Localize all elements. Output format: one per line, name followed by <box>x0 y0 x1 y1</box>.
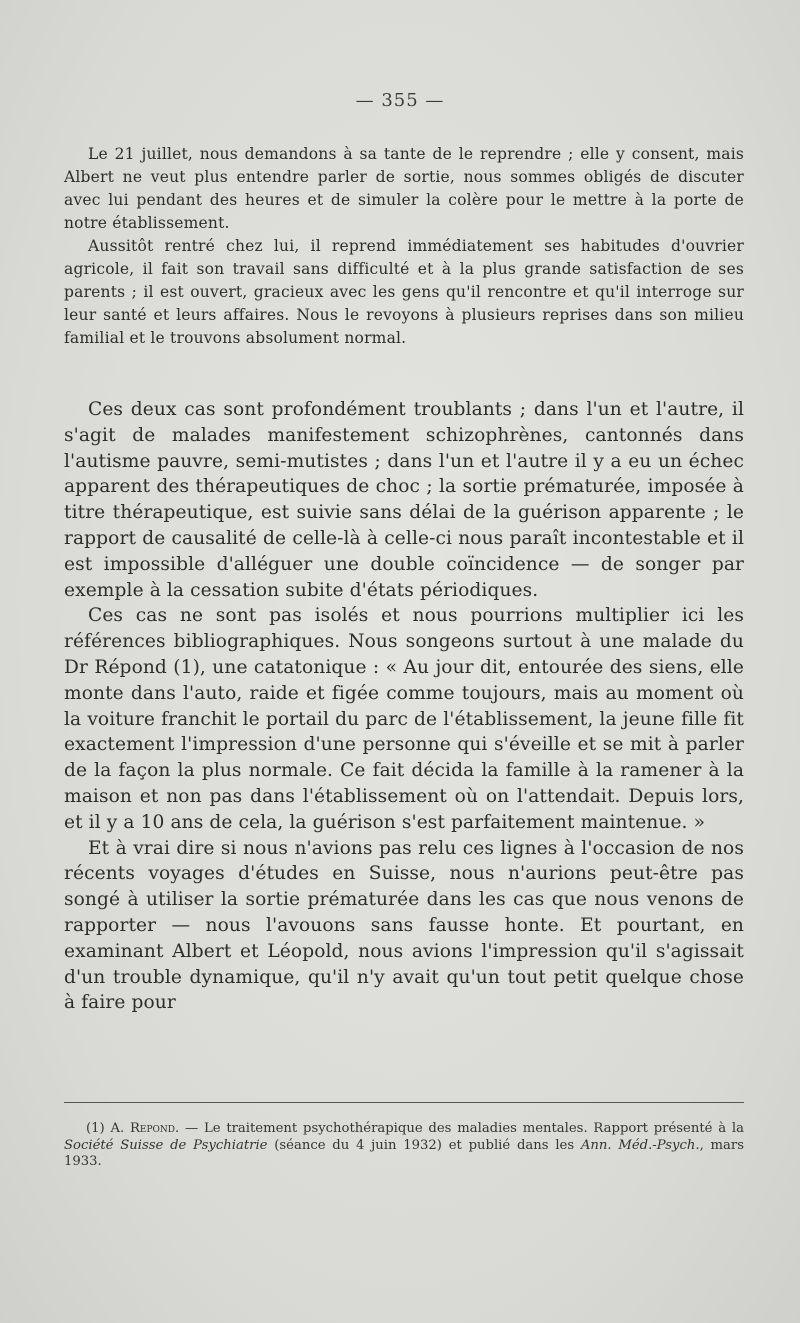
footnote <box>64 1121 744 1171</box>
footnote-marker: (1) A. <box>86 1121 125 1136</box>
paragraph: Ces deux cas sont profondément troublants ; dans l'un et l'autre, il s'agit de malades manifestement schizophrènes, cantonnés dans l'autisme pauvre, semi-mutistes ; dans l'un et l'autre il y a eu un échec apparent des thérapeutiques de choc ; la sortie prématurée, imposée à titre thérapeutique, est suivie sans délai de la guérison apparente ; le rapport de causalité de celle-là à celle-ci nous paraît incontestable et il est impossible d'alléguer une double coïncidence — de songer par exemple à la cessation subite d'états périodiques. <box>64 399 744 601</box>
footnote-text-after: , mars 1933. <box>64 1137 744 1169</box>
small-print-section <box>64 143 744 350</box>
footnote-text-middle: (séance du 4 juin 1932) et publié dans les <box>274 1137 575 1153</box>
paragraph: Et à vrai dire si nous n'avions pas relu ces lignes à l'occasion de nos récents voyages d'études en Suisse, nous n'aurions peut-être pas songé à utiliser la sortie prématurée dans les cas que nous venons de rapporter — nous l'avouons sans fausse honte. Et pourtant, en examinant Albert et Léopold, nous avions l'impression qu'il s'agissait d'un trouble dynamique, qu'il n'y avait qu'un tout petit quelque chose à faire pour <box>64 837 744 1014</box>
footnote-author: Repond. <box>129 1121 180 1136</box>
footnote-text-before: — Le traitement psychothérapique des maladies mentales. Rapport présenté à la <box>185 1121 744 1136</box>
footnote-rule <box>64 1102 744 1103</box>
footnote-society: Société Suisse de Psychiatrie <box>64 1137 268 1153</box>
main-text-section <box>64 397 744 1016</box>
footnote-journal: Ann. Méd.-Psych. <box>580 1137 700 1153</box>
paragraph: Le 21 juillet, nous demandons à sa tante de le reprendre ; elle y consent, mais Albert ne veut plus entendre parler de sortie, nous sommes obligés de discuter avec lui pendant des heures et de simuler la colère pour le mettre à la porte de notre établissement. <box>64 145 744 232</box>
paragraph: Aussitôt rentré chez lui, il reprend immédiatement ses habitudes d'ouvrier agricole, il fait son travail sans difficulté et à la plus grande satisfaction de ses parents ; il est ouvert, gracieux avec les gens qu'il rencontre et qu'il interroge sur leur santé et leurs affaires. Nous le revoyons à plusieurs reprises dans son milieu familial et le trouvons absolument normal. <box>64 237 744 347</box>
footnote-text <box>64 1121 744 1171</box>
page-number: — 355 — <box>355 90 445 111</box>
paragraph: Ces cas ne sont pas isolés et nous pourrions multiplier ici les références bibliographiques. Nous songeons surtout à une malade du Dr Répond (1), une catatonique : « Au jour dit, entourée des siens, elle monte dans l'auto, raide et figée comme toujours, mais au moment où la voiture franchit le portail du parc de l'établissement, la jeune fille fit exactement l'impression d'une personne qui s'éveille et se mit à parler de la façon la plus normale. Ce fait décida la famille à la ramener à la maison et non pas dans l'établissement où on l'attendait. Depuis lors, et il y a 10 ans de cela, la guérison s'est parfaitement maintenue. » <box>64 605 744 833</box>
